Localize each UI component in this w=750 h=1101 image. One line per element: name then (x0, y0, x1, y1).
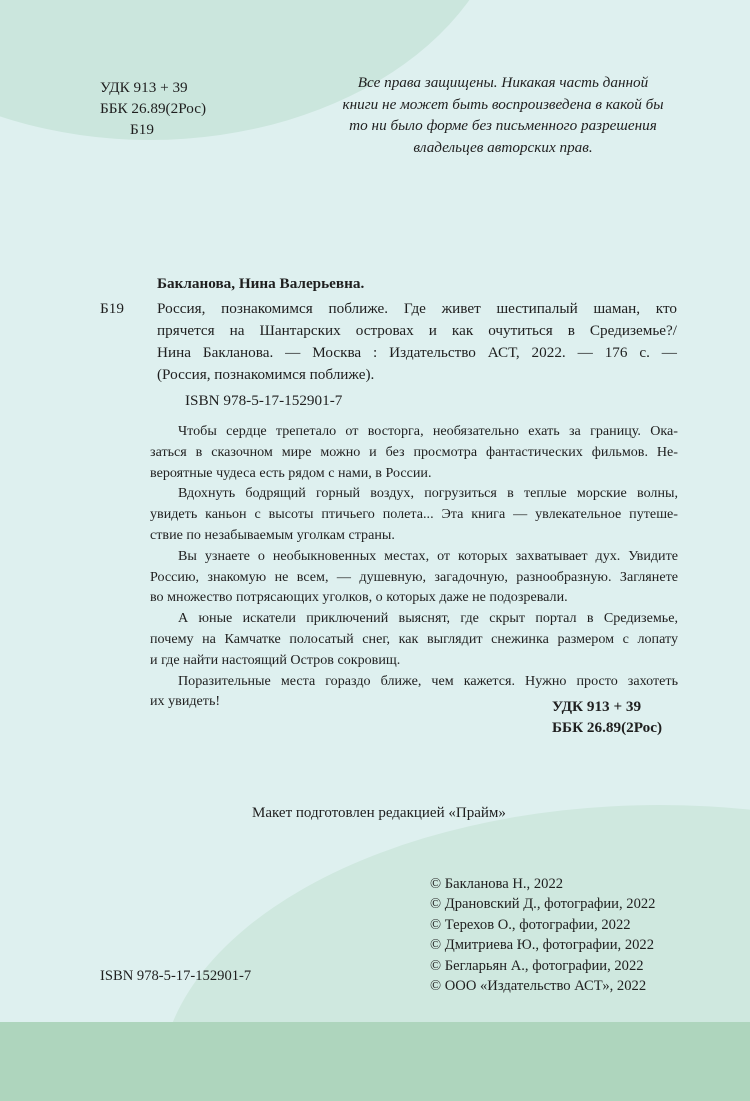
copyright-line: © Терехов О., фотографии, 2022 (430, 916, 631, 933)
annotation-paragraph (150, 608, 678, 670)
annotation-line: Вы узнаете о необыкновенных местах, от которых захватывает дух. Увидите (178, 547, 678, 564)
udk-code: УДК 913 + 39 (100, 79, 188, 96)
annotation-line: их увидеть! (150, 693, 221, 710)
annotation-line: Чтобы сердце трепетало от восторга, необязательно ехать за границу. Ока- (178, 423, 678, 439)
annotation-line: вероятные чудеса есть рядом с нами, в России. (150, 464, 432, 481)
annotation-paragraph (150, 546, 678, 608)
author-heading: Бакланова, Нина Валерьевна. (157, 275, 365, 292)
decorative-bottom-band (0, 1022, 750, 1101)
annotation-line: увидеть каньон с высоты птичьего полета... Эта книга — увлекательное путеше- (150, 506, 678, 523)
bibliographic-description (157, 298, 677, 386)
copyright-line: © Бегларьян А., фотографии, 2022 (430, 957, 644, 974)
rights-notice (318, 72, 688, 158)
annotation-line: А юные искатели приключений выяснят, где скрыт портал в Средиземье, (178, 610, 678, 627)
isbn-main: ISBN 978-5-17-152901-7 (185, 392, 343, 409)
copyright-list (430, 874, 655, 996)
annotation-paragraph (150, 483, 678, 545)
rights-line: владельцев авторских прав. (413, 138, 593, 156)
rights-line: Все права защищены. Никакая часть данной (357, 74, 649, 91)
biblio-line: (Россия, познакомимся поближе). (157, 366, 375, 383)
annotation-paragraph (150, 421, 678, 483)
annotation-line: почему на Камчатке полосатый снег, как выглядит снежинка размером с лопату (150, 630, 678, 647)
isbn-bottom: ISBN 978-5-17-152901-7 (100, 968, 252, 984)
classification-block-bottom (552, 696, 662, 738)
rights-line: то ни было форме без письменного разрешения (349, 117, 657, 134)
classification-block-top (100, 77, 206, 140)
annotation (150, 421, 678, 712)
annotation-line: во множество потрясающих уголков, о которых даже не подозревали. (150, 589, 568, 606)
udk-code-bottom: УДК 913 + 39 (552, 698, 642, 715)
rights-line: книги не может быть воспроизведена в какой бы (342, 95, 664, 113)
bibliography-code: Б19 (100, 300, 124, 317)
biblio-line: Россия, познакомимся поближе. Где живет шестипалый шаман, кто (157, 300, 677, 317)
author-sign: Б19 (130, 121, 154, 138)
bbk-code: ББК 26.89(2Рос) (100, 100, 207, 117)
copyright-line: © ООО «Издательство АСТ», 2022 (430, 978, 647, 995)
biblio-line: прячется на Шантарских островах и как очутиться в Средиземье?/ (157, 322, 677, 339)
annotation-line: заться в сказочном мире можно и без просмотра фантастических фильмов. Не- (150, 443, 678, 460)
bbk-code-bottom: ББК 26.89(2Рос) (552, 719, 663, 736)
copyright-line: © Дмитриева Ю., фотографии, 2022 (430, 937, 655, 954)
annotation-line: Россию, знакомую не всем, — душевную, загадочную, разнообразную. Заглянете (150, 568, 678, 585)
annotation-line: ствие по незабываемым уголкам страны. (150, 526, 395, 543)
annotation-line: Поразительные места гораздо ближе, чем кажется. Нужно просто захотеть (178, 672, 678, 689)
biblio-line: Нина Бакланова. — Москва : Издательство АСТ, 2022. — 176 с. — (157, 344, 677, 361)
annotation-line: и где найти настоящий Остров сокровищ. (150, 651, 401, 668)
annotation-line: Вдохнуть бодрящий горный воздух, погрузиться в теплые морские волны, (178, 485, 678, 502)
layout-note: Макет подготовлен редакцией «Прайм» (252, 805, 506, 821)
copyright-line: © Драновский Д., фотографии, 2022 (430, 896, 656, 913)
copyright-line: © Бакланова Н., 2022 (430, 876, 564, 892)
